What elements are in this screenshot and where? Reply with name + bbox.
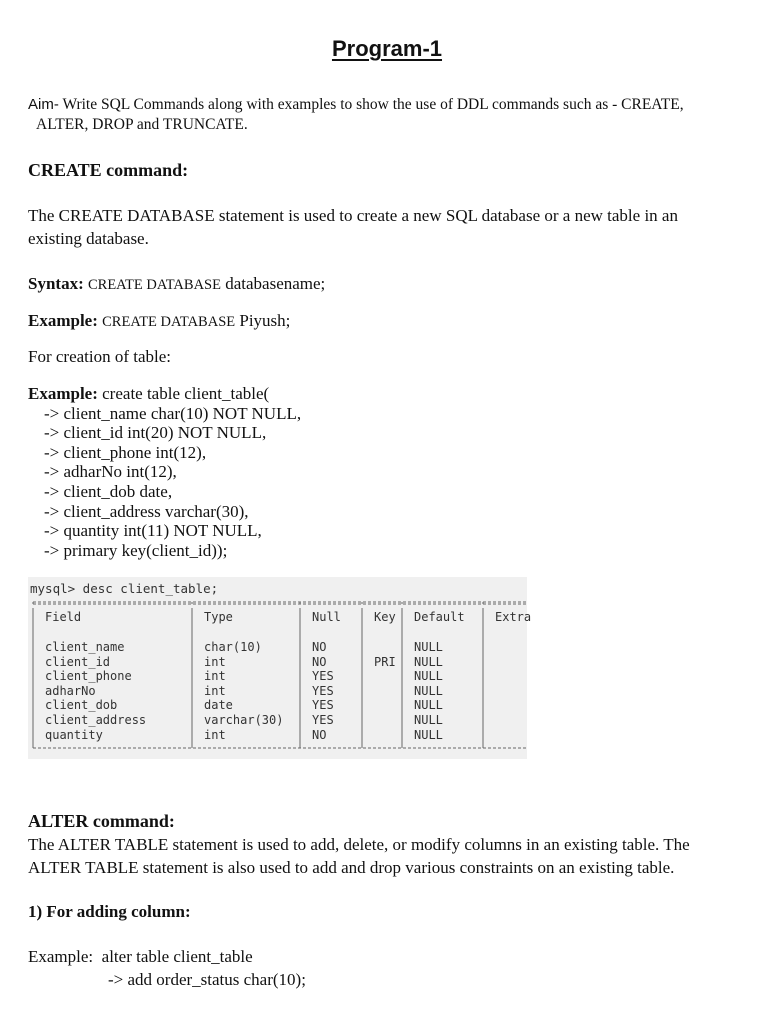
terminal-prompt: mysql> desc client_table; bbox=[30, 581, 219, 596]
alter-subheading-add-column: 1) For adding column: bbox=[28, 902, 191, 921]
table-example-label: Example: bbox=[28, 384, 98, 403]
terminal-cell: int bbox=[204, 654, 226, 669]
syntax-label: Syntax: bbox=[28, 274, 84, 293]
create-heading: CREATE command: bbox=[28, 160, 189, 180]
syntax-value-caps: CREATE DATABASE bbox=[87, 277, 221, 293]
terminal-cell: client_name bbox=[45, 640, 125, 654]
create-example bbox=[28, 309, 290, 334]
alter-example-line2: -> add order_status char(10); bbox=[108, 970, 306, 989]
terminal-cell: client_phone bbox=[45, 669, 132, 684]
aim-text-line2: ALTER, DROP and TRUNCATE. bbox=[36, 116, 248, 133]
terminal-cell: adharNo bbox=[45, 683, 96, 698]
terminal-header-null: Null bbox=[312, 610, 341, 624]
table-example-line: -> client_dob date, bbox=[44, 481, 173, 501]
terminal-cell: client_id bbox=[45, 654, 111, 669]
terminal-cell: NULL bbox=[414, 698, 443, 713]
create-table-example bbox=[28, 384, 301, 560]
create-description-line2: existing database. bbox=[28, 229, 149, 248]
terminal-cell: NO bbox=[312, 654, 327, 669]
create-description bbox=[28, 204, 678, 250]
terminal-cell: NO bbox=[312, 727, 327, 742]
terminal-screenshot bbox=[28, 577, 532, 759]
terminal-header-key: Key bbox=[374, 610, 396, 624]
terminal-cell: char(10) bbox=[204, 640, 262, 654]
terminal-cell: int bbox=[204, 683, 226, 698]
create-syntax bbox=[28, 272, 325, 297]
terminal-cell: NO bbox=[312, 640, 327, 654]
terminal-header-field: Field bbox=[45, 610, 82, 624]
terminal-cell: date bbox=[204, 698, 233, 713]
terminal-cell: int bbox=[204, 669, 226, 684]
alter-heading: ALTER command: bbox=[28, 811, 175, 831]
terminal-cell: int bbox=[204, 727, 226, 742]
aim-section bbox=[28, 95, 684, 135]
terminal-cell: PRI bbox=[374, 654, 396, 669]
alter-example-line1: alter table client_table bbox=[101, 947, 253, 966]
terminal-cell: quantity bbox=[45, 727, 103, 742]
syntax-value-rest: databasename; bbox=[225, 274, 326, 293]
example-value-rest: Piyush; bbox=[239, 311, 291, 330]
aim-label: Aim- bbox=[28, 96, 59, 113]
alter-example bbox=[28, 945, 253, 968]
create-description-line1: The CREATE DATABASE statement is used to create a new SQL database or a new table in an bbox=[28, 206, 678, 225]
terminal-cell: client_dob bbox=[45, 698, 118, 713]
terminal-cell: NULL bbox=[414, 669, 443, 684]
terminal-header-default: Default bbox=[414, 610, 465, 624]
terminal-cell: NULL bbox=[414, 640, 443, 654]
example-label: Example: bbox=[28, 311, 98, 330]
terminal-cell: NULL bbox=[414, 654, 443, 669]
alter-description-line2: ALTER TABLE statement is also used to add and drop various constraints on an existing table. bbox=[28, 858, 675, 877]
terminal-cell: NULL bbox=[414, 713, 443, 727]
terminal-cell: YES bbox=[312, 669, 334, 684]
table-example-first-line: create table client_table( bbox=[102, 384, 270, 403]
table-example-line: -> client_id int(20) NOT NULL, bbox=[44, 423, 267, 443]
table-example-line: -> client_address varchar(30), bbox=[44, 501, 249, 521]
terminal-cell: YES bbox=[312, 683, 334, 698]
table-example-line: -> quantity int(11) NOT NULL, bbox=[44, 521, 262, 541]
terminal-header-extra: Extra bbox=[495, 610, 532, 624]
table-example-line: -> client_name char(10) NOT NULL, bbox=[44, 403, 302, 423]
alter-description-line1: The ALTER TABLE statement is used to add, delete, or modify columns in an existing table. The bbox=[28, 835, 690, 854]
example-value-caps: CREATE DATABASE bbox=[102, 314, 236, 330]
table-example-line: -> primary key(client_id)); bbox=[44, 540, 228, 560]
page-title: Program-1 bbox=[331, 36, 443, 61]
terminal-cell: NULL bbox=[414, 683, 443, 698]
table-example-line: -> adharNo int(12), bbox=[44, 462, 177, 482]
table-intro: For creation of table: bbox=[28, 347, 172, 366]
terminal-cell: client_address bbox=[45, 713, 147, 727]
table-example-line: -> client_phone int(12), bbox=[44, 442, 207, 462]
alter-example-label: Example: bbox=[28, 947, 94, 966]
terminal-header-type: Type bbox=[204, 610, 233, 624]
terminal-cell: YES bbox=[312, 713, 334, 727]
terminal-cell: varchar(30) bbox=[204, 713, 284, 727]
terminal-cell: YES bbox=[312, 698, 334, 713]
terminal-cell: NULL bbox=[414, 727, 443, 742]
aim-text-line1: Write SQL Commands along with examples to show the use of DDL commands such as - CREATE, bbox=[62, 96, 684, 113]
alter-description bbox=[28, 833, 690, 879]
